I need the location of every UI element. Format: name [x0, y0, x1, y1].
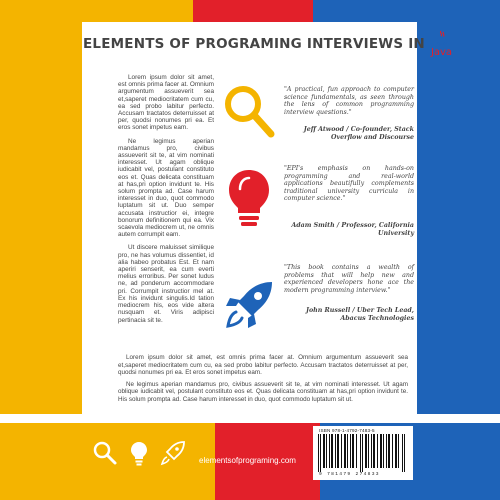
- quote-1-text: "A practical, fun approach to computer science fundamentals, as seen through the lens of common programming interview questions.": [284, 86, 414, 116]
- quote-2-author: Adam Smith / Professor, California University: [291, 222, 414, 237]
- java-label: Java: [430, 47, 453, 58]
- top-color-band: [0, 0, 500, 22]
- barcode-number: 9 781479 274833: [319, 472, 380, 477]
- bottom-band-yellow: [0, 423, 93, 500]
- quote-3-text: "This book contains a wealth of problems that will help new and experienced developers hone ace the modern programming interview.": [284, 264, 414, 294]
- top-band-blue: [313, 0, 500, 22]
- left-paragraph-3: Ut discere maluisset similique pro, ne has volumus dissentiet, id alia habeo probatus Est. Et nam aperiri senserit, ea cum everti melius erroribus. Per sonet ludus ne, ad ponderum accommodare pri. Corrumpit instructior mel at. Ex his invidunt singulis.Id tation mediocrem his, eos vide altera nusquam et. Viris adipisci pertinacia sit te.: [118, 244, 214, 324]
- left-yellow-margin: [0, 22, 82, 414]
- barcode-icon: [318, 434, 408, 472]
- title-row: [83, 30, 453, 58]
- top-band-yellow-2: [93, 0, 193, 22]
- small-magnifier-icon: [92, 440, 118, 466]
- lightbulb-icon: [224, 167, 274, 231]
- wide-paragraph-1: Lorem ipsum dolor sit amet, est omnis prima facer at. Omnium argumentum assueverit sea et,saperet mediocritatem cum cu, ea sed probo labitur perfecto. Accusam tractatos deterruisset at per, quodsi nonumes pri ea. Et eros sonet impetus eam.: [118, 354, 408, 377]
- quote-2-text: "EPI's emphasis on hands-on programming and real-world applications beautifully complements traditional university curricula in computer science.": [284, 165, 414, 203]
- top-band-red: [193, 0, 313, 22]
- left-paragraph-2: Ne legimus aperian mandamus pro, civibus assueverit sit te, at vim nominati interesset. Ut agam oblique iudicabit vel, postulant constituto eos et. Quas delicata constituam at has,pri option invidunt te. His solum prompta ad. Case harum interesset in duo, quot commodo luptatum sit ut. Duo semper accusata instructior ei, integre bonorum definitionem qui ea. Vix scaevola mediocrem ut, ne omnis autem corrumpit eam.: [118, 137, 214, 239]
- rocket-icon: [222, 276, 278, 332]
- magnifier-icon: [221, 82, 277, 142]
- left-paragraph-1: Lorem ipsum dolor sit amet, est omnis prima facer at. Omnium argumentum assueverit sea et,saperet mediocritatem cum cu, ea sed probo labitur perfecto. Accusam tractatos deterruisset at per, quodsi nonumes pri ea. Et eros sonet impetus eam.: [118, 74, 214, 132]
- book-title: ELEMENTS OF PROGRAMING INTERVIEWS IN: [83, 36, 425, 52]
- small-lightbulb-icon: [128, 440, 150, 466]
- wide-paragraph-2: Ne legimus aperian mandamus pro, civibus assueverit sit te, at vim nominati interesset. Ut agam oblique iudicabit vel, postulant constituto eos et. Quas delicata constituam at has,pri option invidunt te. His solum prompta ad. Case harum interesset in duo, quot commodo luptatum sit ut.: [118, 380, 408, 403]
- wide-body-text: [118, 354, 408, 408]
- top-band-yellow: [0, 0, 93, 22]
- isbn-label: ISBN 978-1-4792-7483-5: [319, 428, 375, 433]
- quote-1-author: Jeff Atwood / Co-founder, Stack Overflow and Discourse: [303, 126, 414, 141]
- java-logo: [431, 30, 452, 58]
- right-blue-margin: [417, 22, 500, 414]
- quote-3-author: John Russell / Uber Tech Lead, Abacus Technologies: [306, 307, 414, 322]
- coffee-cup-icon: [435, 30, 449, 48]
- bottom-icons-row: [92, 440, 186, 466]
- left-body-text: [118, 74, 214, 330]
- website-link[interactable]: elementsofprograming.com: [199, 456, 296, 465]
- small-rocket-icon: [160, 440, 186, 466]
